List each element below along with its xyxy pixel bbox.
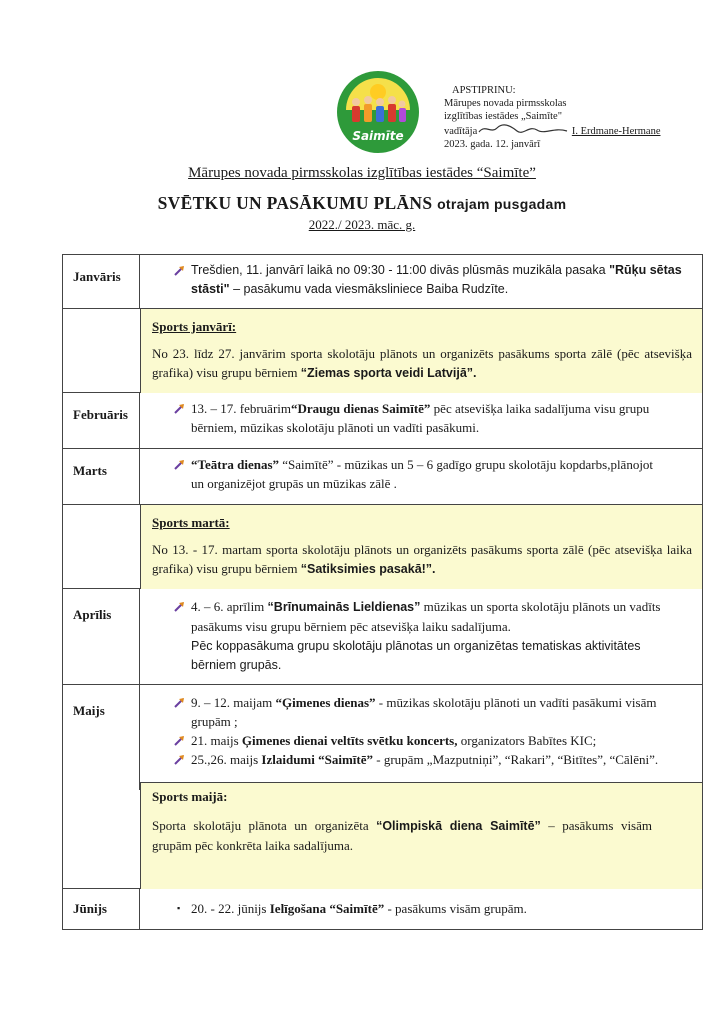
list-item: 4. – 6. aprīlim “Brīnumainās Lieldienas” mūzikas un sporta skolotāju plānots un vadīts pasākums visu grupu bērniem pēc atsevišķa laiku sadalījuma. Pēc koppasākuma grupu skolotāju plānotas un organizētas tematiskas aktivitātes bērniem grupās. (140, 597, 702, 675)
sport-box (140, 505, 702, 589)
list-item: “Teātra dienas” “Saimītē” - mūzikas un 5 – 6 gadīgo grupu skolotāju kopdarbs,plānojot un organizējot grupās un mūzikas zālē . (140, 455, 702, 493)
plan-title-main: SVĒTKU UN PASĀKUMU PLĀNS (157, 193, 433, 213)
arrow-bullet-icon (173, 458, 186, 471)
sport-text: No 13. - 17. martam sporta skolotāju plānots un organizēts pasākums sporta zālē (pēc atsevišķa laika grafika) visu grupu bērniem “Satiksimies pasakā!”. (152, 542, 692, 576)
sport-text: Sporta skolotāju plānota un organizēta “Olimpiskā diena Saimītē” – pasākums visām grupām pēc konkrēta laika sadalījuma. (152, 818, 652, 853)
row-april (63, 589, 702, 685)
arrow-bullet-icon (173, 402, 186, 415)
sport-text: No 23. līdz 27. janvārim sporta skolotāju plānots un organizēts pasākums sporta zālē (pēc atsevišķa grafika) visu grupu bērniem “Ziemas sporta veidi Latvijā”. (152, 346, 692, 380)
signature (477, 124, 569, 134)
logo-text: Saimīte (352, 129, 404, 143)
plan-title-suffix: otrajam pusgadam (437, 196, 567, 212)
approval-line-1: Mārupes novada pirmsskolas (444, 98, 567, 110)
list-item: Trešdien, 11. janvārī laikā no 09:30 - 11:00 divās plūsmās muzikāla pasaka "Rūķu sētas stāsti" – pasākumu vada viesmāksliniece Baiba Rudzīte. (140, 261, 702, 299)
sport-title: Sports maijā: (152, 789, 228, 804)
row-june (63, 889, 702, 929)
sport-title: Sports janvārī: (152, 319, 237, 334)
row-january (63, 255, 702, 309)
row-march (63, 449, 702, 505)
month-label: Maijs (63, 685, 140, 790)
month-label: Marts (63, 449, 140, 504)
arrow-bullet-icon (173, 753, 186, 766)
month-label: Janvāris (63, 255, 140, 308)
row-january-sport (63, 309, 702, 393)
approval-title: APSTIPRINU: (452, 85, 516, 96)
sport-box (140, 309, 702, 393)
arrow-bullet-icon (173, 600, 186, 613)
row-march-sport (63, 505, 702, 589)
row-may (63, 685, 702, 889)
approval-block (444, 84, 660, 151)
saimite-logo (336, 70, 420, 154)
square-bullet-icon: ▪ (177, 903, 181, 913)
month-label: Februāris (63, 393, 140, 448)
approval-date: 2023. gada. 12. janvārī (444, 138, 541, 150)
approval-line-3 (444, 124, 660, 138)
list-item: 9. – 12. maijam “Ģimenes dienas” - mūzikas skolotāju plānoti un vadīti pasākumi visām grupām ; (140, 693, 702, 731)
row-february (63, 393, 702, 449)
events-table (62, 254, 703, 930)
arrow-bullet-icon (173, 734, 186, 747)
plan-title (0, 193, 724, 214)
arrow-bullet-icon (173, 264, 186, 277)
list-item: ▪ 20. - 22. jūnijs Ielīgošana “Saimītē” - pasākums visām grupām. (177, 901, 527, 916)
sport-box (140, 782, 702, 889)
school-year: 2022./ 2023. māc. g. (308, 217, 416, 232)
list-item: 25.,26. maijs Izlaidumi “Saimītē” - grupām „Mazputniņi”, “Rakari”, “Bitītes”, “Cālēni”. (140, 750, 702, 769)
month-label: Jūnijs (63, 889, 140, 929)
month-label: Aprīlis (63, 589, 140, 684)
arrow-bullet-icon (173, 696, 186, 709)
sport-title: Sports martā: (152, 515, 230, 530)
institution-title: Mārupes novada pirmsskolas izglītības iestādes “Saimīte” (188, 165, 536, 181)
approval-line-2: izglītības iestādes „Saimīte" (444, 111, 563, 123)
list-item: 13. – 17. februārim“Draugu dienas Saimītē” pēc atsevišķa laika sadalījuma visu grupu bērniem, mūzikas skolotāju plānoti un vadīti pasākumi. (140, 399, 702, 437)
approval-signer: I. Erdmane-Hermane (571, 125, 661, 137)
approval-role: vadītāja (444, 125, 478, 137)
list-item: 21. maijs Ģimenes dienai veltīts svētku koncerts, organizators Babītes KIC; (140, 731, 702, 750)
